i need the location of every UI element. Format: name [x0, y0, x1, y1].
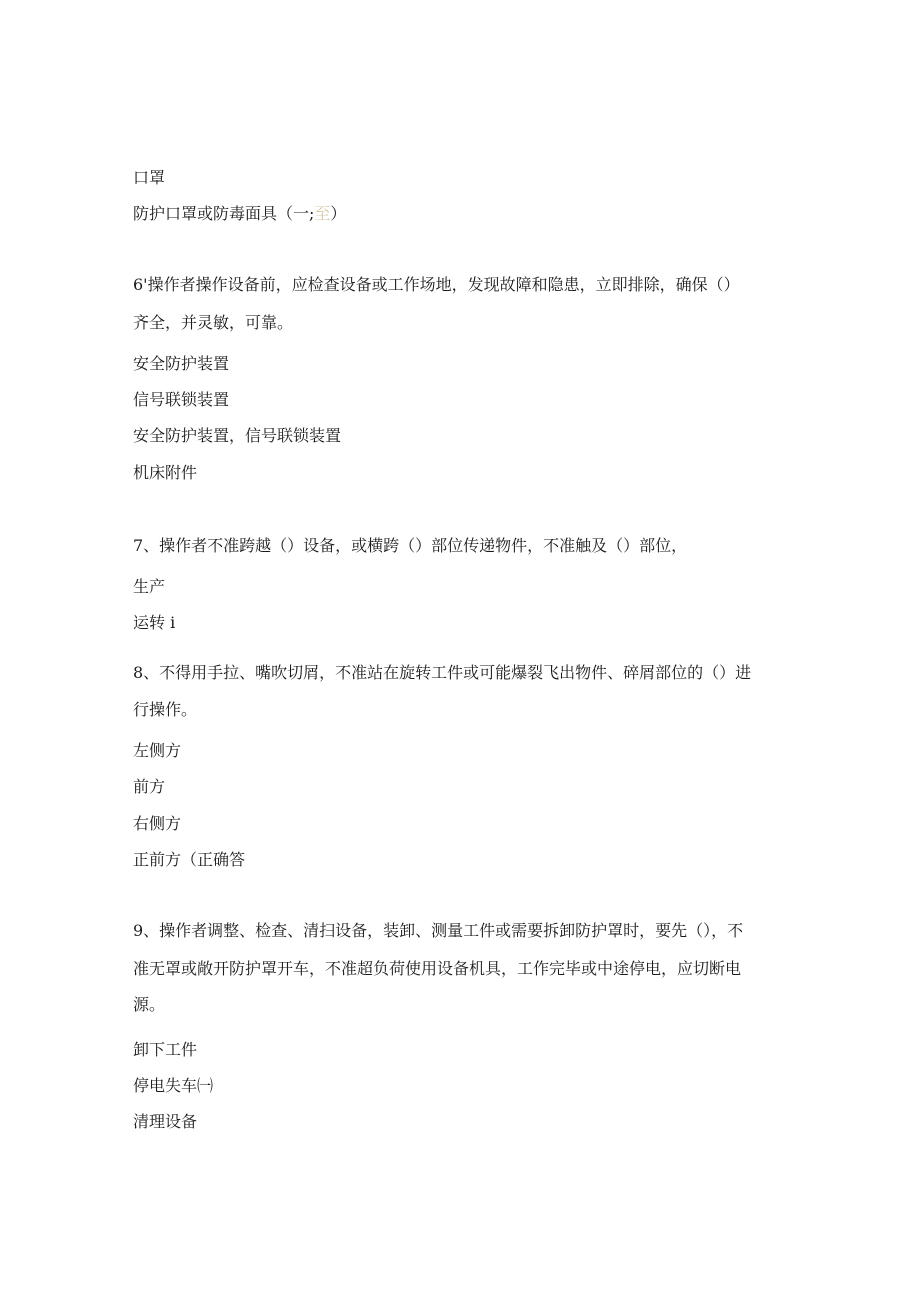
question-6-line-1: 6'操作者操作设备前，应检查设备或工作场地，发现故障和隐患，立即排除，确保（）	[133, 275, 740, 294]
question-9-line-3: 源。	[133, 995, 166, 1014]
option-text: 运转 i	[133, 613, 176, 632]
question-8-line-1: 8、不得用手拉、嘴吹切屑，不准站在旋转工件或可能爆裂飞出物件、碎屑部位的（）进	[133, 663, 752, 682]
option-text: 安全防护装置	[133, 354, 230, 373]
option-text: 信号联锁装置	[133, 390, 230, 409]
option-text: 前方	[133, 777, 166, 796]
option-text-end: ）	[330, 204, 347, 223]
option-text: 口罩	[133, 168, 166, 187]
option-text-main: 防护口罩或防毒面具（一;	[133, 204, 315, 223]
faded-annotation: 至	[314, 204, 331, 223]
option-text: 清理设备	[133, 1112, 198, 1131]
question-9-line-2: 准无罩或敞开防护罩开车，不准超负荷使用设备机具，工作完毕或中途停电，应切断电	[133, 959, 742, 978]
option-text: 停电失车㈠	[133, 1076, 214, 1095]
option-text: 左侧方	[133, 741, 182, 760]
question-6-line-2: 齐全，并灵敏，可靠。	[133, 313, 294, 332]
option-text: 右侧方	[133, 814, 182, 833]
question-8-line-2: 行操作。	[133, 700, 198, 719]
option-text	[133, 203, 346, 225]
option-text: 生产	[133, 577, 166, 596]
question-9-line-1: 9、操作者调整、检查、清扫设备，装卸、测量工件或需要拆卸防护罩时，要先（），不	[133, 921, 744, 940]
option-text: 安全防护装置，信号联锁装置	[133, 426, 342, 445]
option-text: 机床附件	[133, 463, 198, 482]
question-7: 7、操作者不准跨越（）设备，或横跨（）部位传递物件，不准触及（）部位，	[133, 536, 688, 555]
option-text: 正前方（正确答	[133, 850, 246, 869]
option-text: 卸下工件	[133, 1040, 198, 1059]
